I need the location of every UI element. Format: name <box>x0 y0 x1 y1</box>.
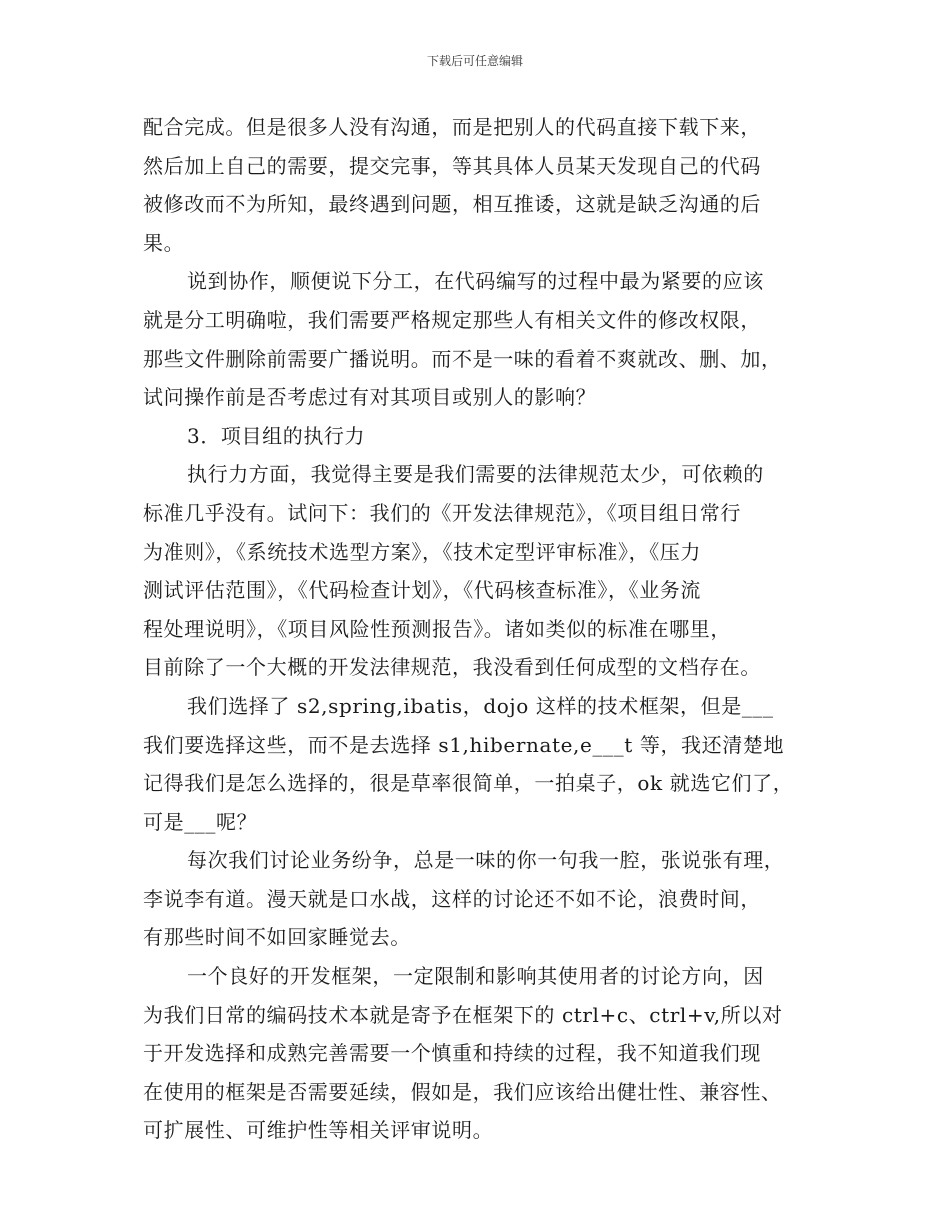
text-line: 我们选择了 s2,spring,ibatis，dojo 这样的技术框架，但是___ <box>187 693 774 718</box>
text-line: 于开发选择和成熟完善需要一个慎重和持续的过程，我不知道我们现 <box>143 1041 761 1066</box>
text-line: 说到协作，顺便说下分工，在代码编写的过程中最为紧要的应该 <box>187 269 764 294</box>
text-line: 执行力方面，我觉得主要是我们需要的法律规范太少，可依赖的 <box>187 462 764 487</box>
text-line: 记得我们是怎么选择的，很是草率很简单，一拍桌子，ok 就选它们了， <box>143 771 794 796</box>
text-line: 李说李有道。漫天就是口水战，这样的讨论还不如不论，浪费时间， <box>143 886 761 911</box>
text-line: 一个良好的开发框架，一定限制和影响其使用者的讨论方向，因 <box>187 964 764 989</box>
text-line: 程处理说明》，《项目风险性预测报告》。诸如类似的标准在哪里， <box>143 616 731 641</box>
text-line: 在使用的框架是否需要延续，假如是，我们应该给出健壮性、兼容性、 <box>143 1079 782 1104</box>
text-line: 我们要选择这些，而不是去选择 s1,hibernate,e___t 等，我还清楚地 <box>143 732 785 757</box>
paragraph <box>143 957 811 1150</box>
text-line: 有那些时间不如回家睡觉去。 <box>143 925 411 950</box>
text-line: 被修改而不为所知，最终遇到问题，相互推诿，这就是缺乏沟通的后 <box>143 192 761 217</box>
text-line: 为准则》，《系统技术选型方案》，《技术定型评审标准》，《压力 <box>143 539 701 564</box>
paragraph <box>143 687 811 841</box>
text-line: 果。 <box>143 230 185 255</box>
text-line: 然后加上自己的需要，提交完事，等其具体人员某天发现自己的代码 <box>143 153 761 178</box>
text-line: 每次我们讨论业务纷争，总是一味的你一句我一腔，张说张有理， <box>187 848 785 873</box>
text-line: 那些文件删除前需要广播说明。而不是一味的看着不爽就改、删、加， <box>143 346 782 371</box>
text-line: 试问操作前是否考虑过有对其项目或别人的影响？ <box>143 385 597 410</box>
text-line: 测试评估范围》，《代码检查计划》，《代码核查标准》，《业务流 <box>143 578 701 603</box>
section-heading <box>143 417 811 456</box>
text-line: 可扩展性、可维护性等相关评审说明。 <box>143 1118 494 1143</box>
page-header: 下载后可任意编辑 <box>426 54 523 68</box>
text-line: 目前除了一个大概的开发法律规范，我没看到任何成型的文档存在。 <box>143 655 761 680</box>
paragraph <box>143 455 811 687</box>
heading-text: 3．项目组的执行力 <box>187 423 366 448</box>
text-line: 配合完成。但是很多人没有沟通，而是把别人的代码直接下载下来， <box>143 115 761 139</box>
text-line: 可是___呢？ <box>143 809 258 834</box>
text-line: 就是分工明确啦，我们需要严格规定那些人有相关文件的修改权限， <box>143 307 761 332</box>
document-body <box>143 108 811 1150</box>
text-line: 为我们日常的编码技术本就是寄予在框架下的 ctrl+c、ctrl+v,所以对 <box>143 1002 783 1027</box>
text-line: 标准几乎没有。试问下：我们的《开发法律规范》，《项目组日常行 <box>143 500 741 525</box>
paragraph <box>143 108 811 262</box>
paragraph <box>143 262 811 416</box>
paragraph <box>143 841 811 957</box>
